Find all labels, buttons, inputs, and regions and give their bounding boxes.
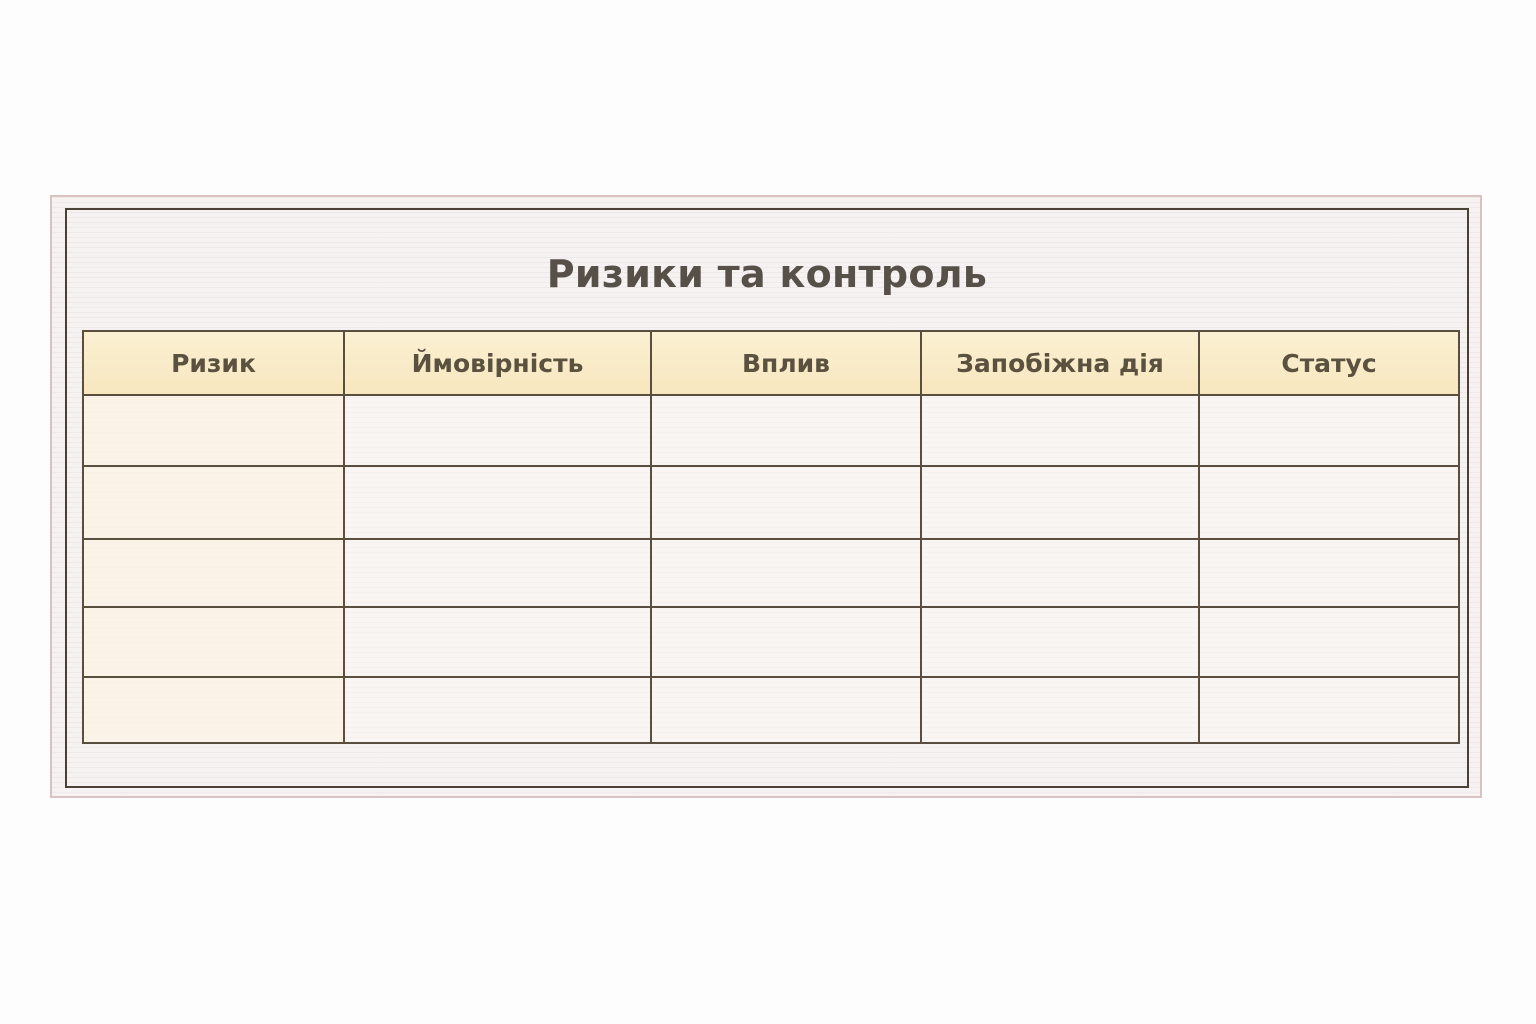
- table-cell: [651, 395, 921, 466]
- table-cell: [1199, 466, 1459, 538]
- table-cell: [921, 395, 1199, 466]
- table-cell: [83, 539, 344, 607]
- column-header-status: Статус: [1199, 331, 1459, 395]
- table-cell: [921, 539, 1199, 607]
- document-card: [50, 195, 1482, 798]
- table-cell: [83, 466, 344, 538]
- risk-control-table: [82, 330, 1460, 744]
- table-cell: [1199, 539, 1459, 607]
- table-cell: [83, 395, 344, 466]
- table-row: [83, 395, 1459, 466]
- table-cell: [83, 677, 344, 743]
- column-header-impact: Вплив: [651, 331, 921, 395]
- table-cell: [1199, 607, 1459, 676]
- column-header-risk: Ризик: [83, 331, 344, 395]
- table-row: [83, 539, 1459, 607]
- table-cell: [344, 395, 651, 466]
- table-cell: [344, 539, 651, 607]
- table-row: [83, 466, 1459, 538]
- table-cell: [344, 466, 651, 538]
- table-cell: [921, 466, 1199, 538]
- table-cell: [83, 607, 344, 676]
- table-row: [83, 677, 1459, 743]
- column-header-probability: Ймовірність: [344, 331, 651, 395]
- table-cell: [651, 677, 921, 743]
- table-cell: [651, 607, 921, 676]
- table-cell: [1199, 677, 1459, 743]
- column-header-preventive-action: Запобіжна дія: [921, 331, 1199, 395]
- table-cell: [651, 466, 921, 538]
- table-cell: [1199, 395, 1459, 466]
- table-cell: [344, 677, 651, 743]
- table-cell: [651, 539, 921, 607]
- table-header-row: [83, 331, 1459, 395]
- table-cell: [921, 677, 1199, 743]
- table-cell: [921, 607, 1199, 676]
- table-cell: [344, 607, 651, 676]
- table-row: [83, 607, 1459, 676]
- document-frame: [65, 208, 1469, 788]
- page-title: Ризики та контроль: [546, 252, 988, 296]
